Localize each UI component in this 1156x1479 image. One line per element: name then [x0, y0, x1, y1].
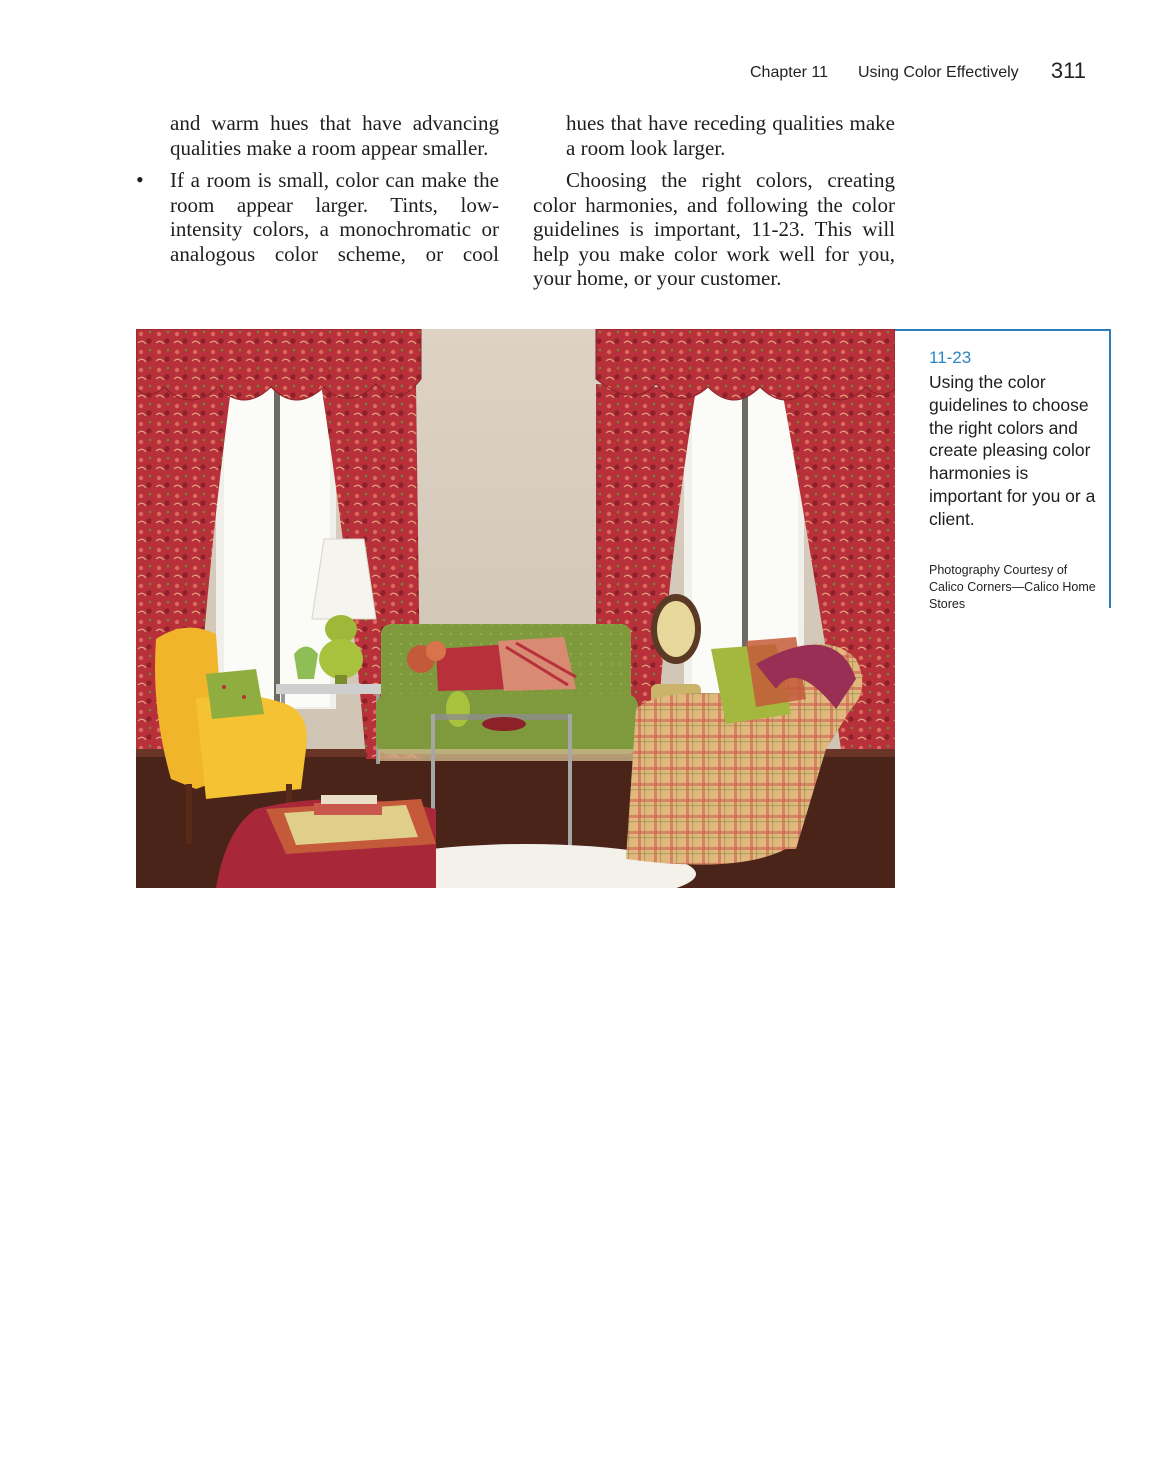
page-number: 311 — [1050, 58, 1086, 83]
paragraph-text: Choosing the right colors, creating color harmonies, and following the color guidelines is important, 11-23. This will help you make color work well for you, your home, or your customer. — [533, 168, 895, 290]
bullet-marker: • — [136, 167, 144, 192]
column2-paragraph — [533, 168, 895, 291]
figure-caption-box — [895, 329, 1111, 611]
bullet-text: If a room is small, color can make the room appear larger. Tints, low-intensity colors, a monochromatic or analogous color scheme, or cool — [170, 168, 499, 266]
column2-continuation: hues that have receding qualities make a room look larger. — [566, 111, 895, 160]
figure-caption: Using the color guidelines to choose the right colors and create pleasing color harmonies is important for you or a client. — [929, 372, 1096, 529]
chapter-label: Chapter 11 — [750, 64, 828, 81]
photo-credit: Photography Courtesy of Calico Corners—Calico Home Stores — [929, 563, 1096, 611]
column1-continuation: and warm hues that have advancing qualities make a room appear smaller. — [170, 111, 499, 160]
figure-number: 11-23 — [929, 348, 972, 367]
chapter-title: Using Color Effectively — [858, 64, 1019, 81]
running-header — [700, 58, 1086, 88]
living-room-photo — [136, 329, 895, 888]
